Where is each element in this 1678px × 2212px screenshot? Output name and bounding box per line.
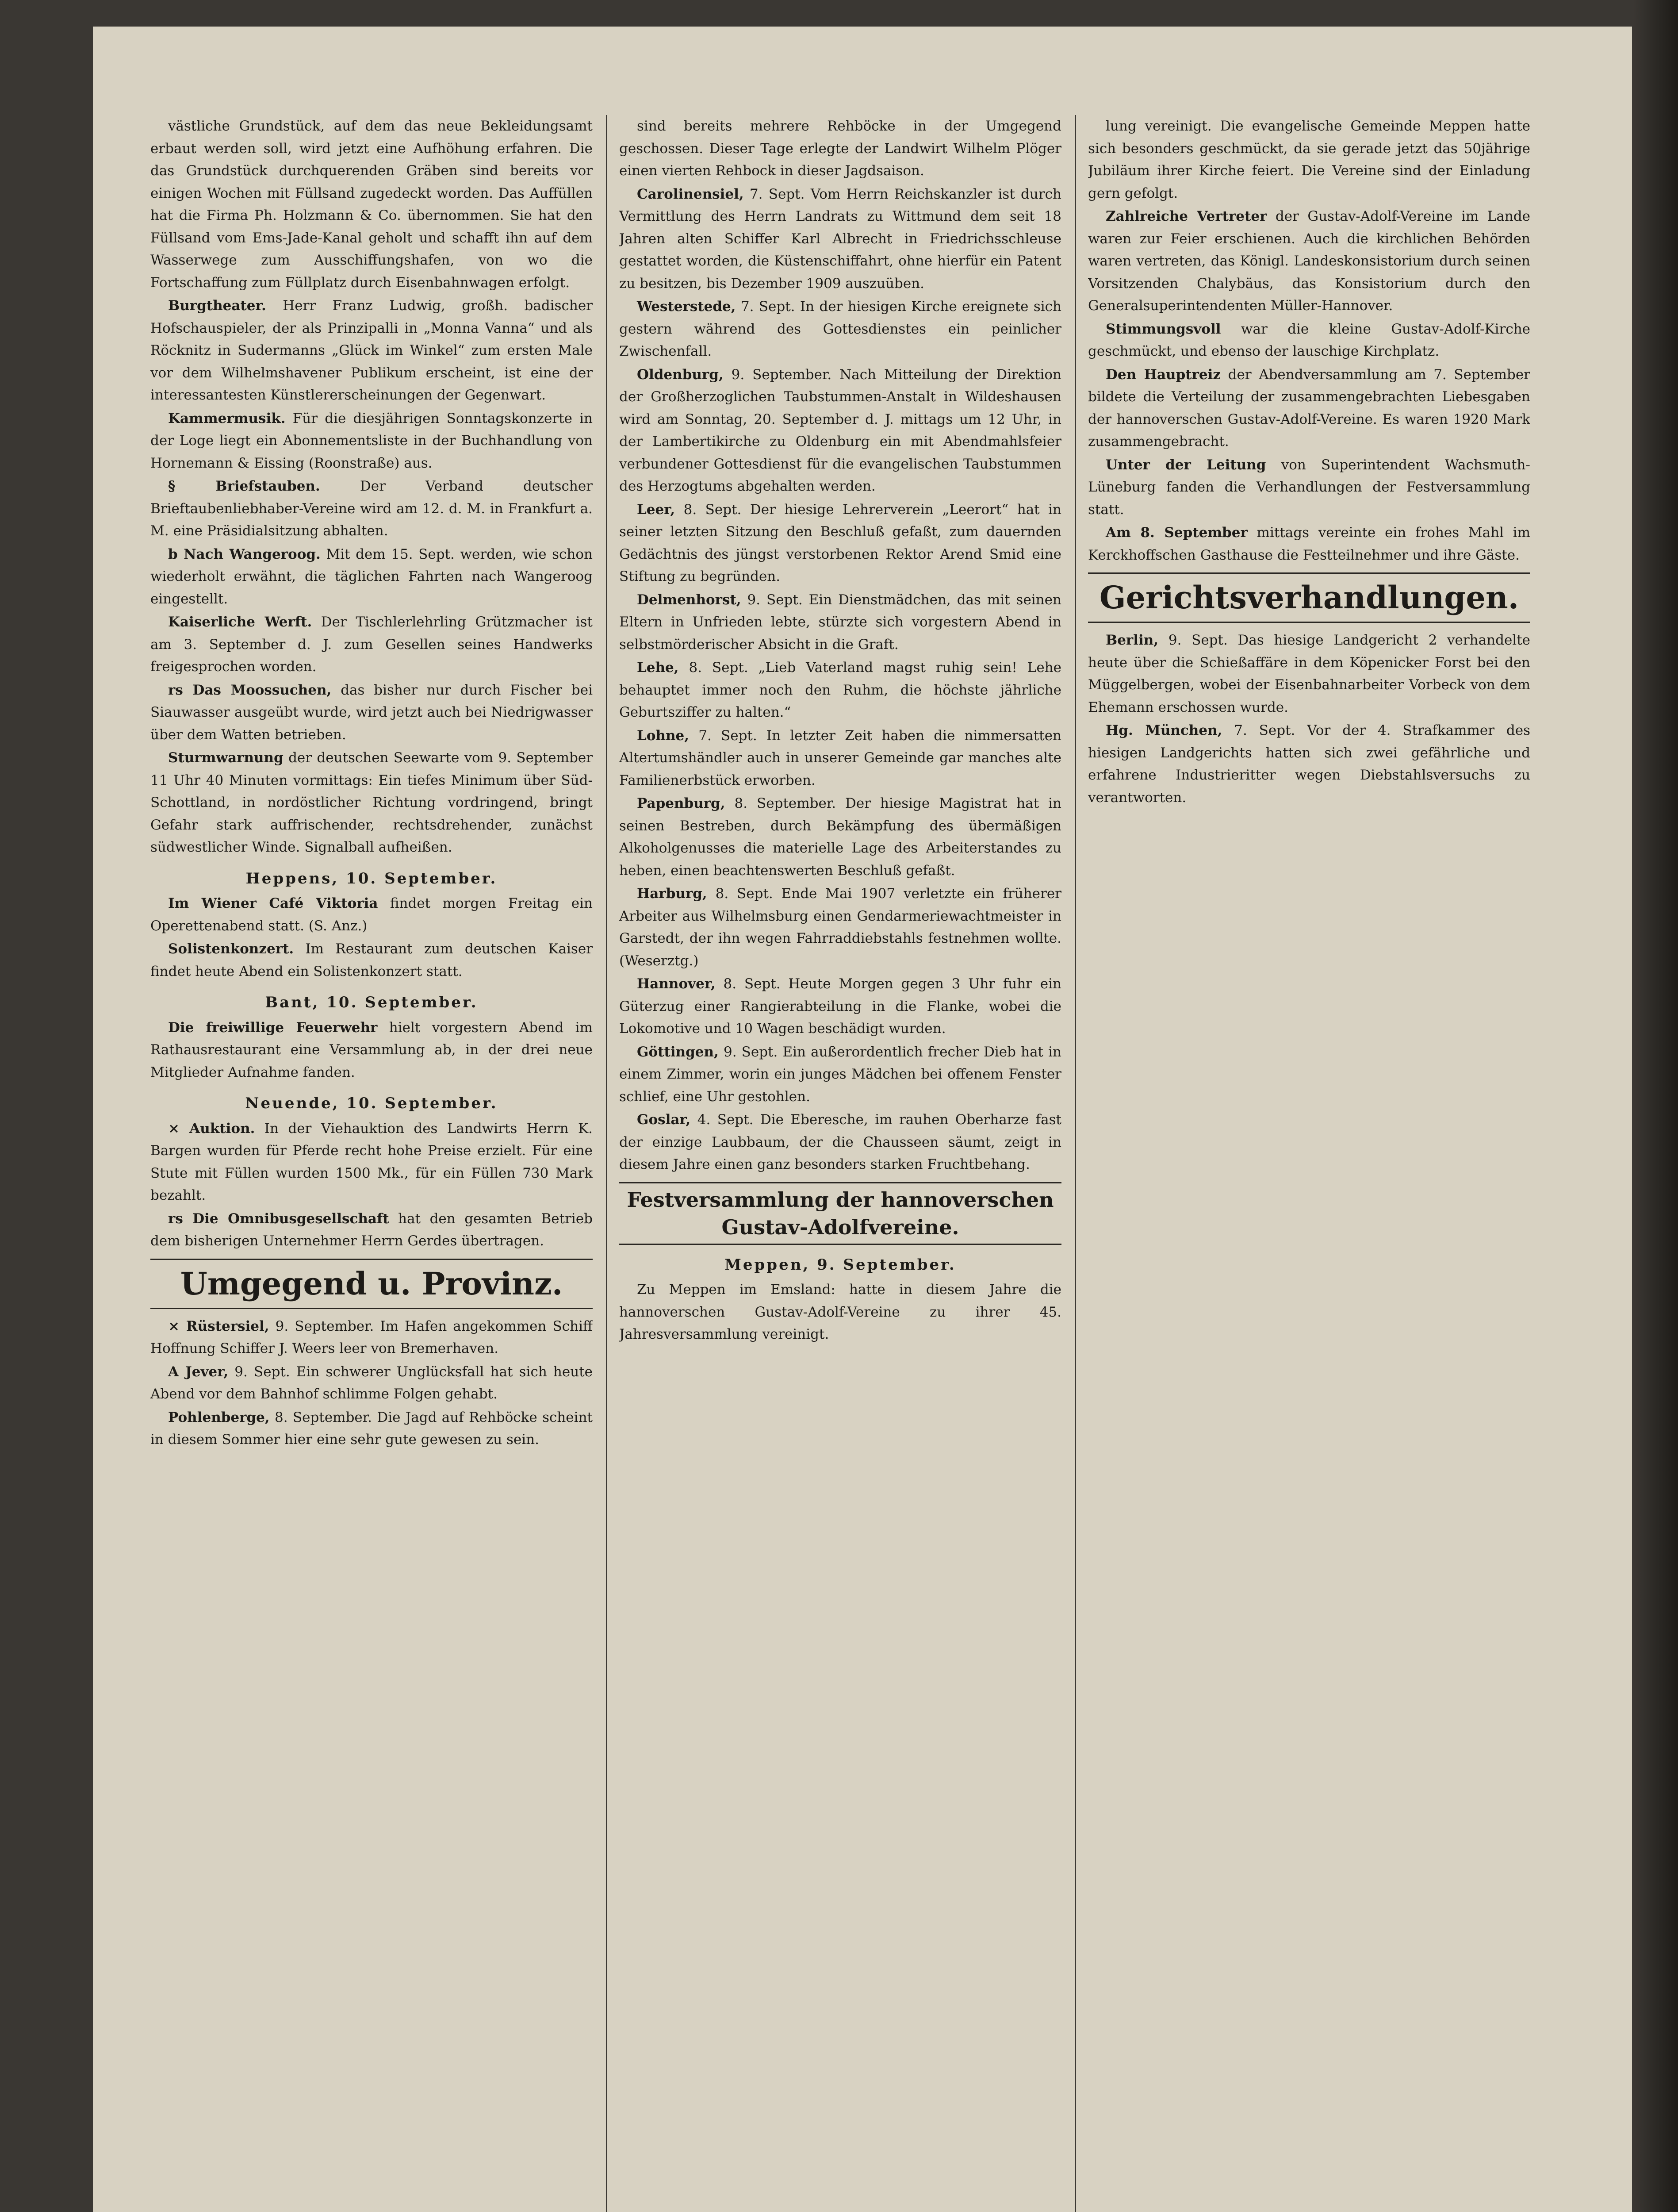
article-paragraph bbox=[150, 1315, 593, 1360]
article-title: Delmenhorst, bbox=[637, 591, 741, 608]
article-paragraph bbox=[150, 611, 593, 678]
article-text: Der Verband deutscher Brieftaubenliebhaber-Vereine wird am 12. d. M. in Frankfurt a. M. eine Präsidialsitzung abhalten. bbox=[150, 478, 593, 539]
dateline-bant: Bant, 10. September. bbox=[265, 994, 478, 1011]
article-paragraph bbox=[150, 892, 593, 937]
article-paragraph bbox=[619, 183, 1061, 295]
article-title: Hg. München, bbox=[1106, 722, 1222, 738]
article-paragraph bbox=[619, 792, 1061, 882]
article-text: von Superintendent Wachsmuth-Lüneburg fanden die Verhandlungen der Festversammlung statt. bbox=[1088, 457, 1530, 518]
article-text: der Abendversammlung am 7. September bildete die Verteilung der zusammengebrachten Liebesgaben der hannoverschen Gustav-Adolf-Vereine. Es waren 1920 Mark zusammengebracht. bbox=[1088, 366, 1530, 449]
article-text: 8. September. Die Jagd auf Rehböcke scheint in diesem Sommer hier eine sehr gute gewesen zu sein. bbox=[150, 1409, 593, 1448]
article-text: der Gustav-Adolf-Vereine im Lande waren zur Feier erschienen. Auch die kirchlichen Behörden waren vertreten, das Königl. Landeskonsistorium durch seinen Vorsitzenden Chalybäus, das Konsistorium durch den Generalsuperintendenten Müller-Hannover. bbox=[1088, 208, 1530, 314]
article-text: 9. September. Im Hafen angekommen Schiff Hoffnung Schiffer J. Weers leer von Bremerhaven. bbox=[150, 1318, 593, 1356]
dateline-meppen: Meppen, 9. September. bbox=[724, 1256, 956, 1274]
article-title: Unter der Leitung bbox=[1106, 457, 1266, 473]
article-title: × Auktion. bbox=[168, 1120, 255, 1137]
article-text: In der Viehauktion des Landwirts Herrn K. Bargen wurden für Pferde recht hohe Preise erzielt. Für eine Stute mit Füllen wurden 1500 Mk., für ein Füllen 730 Mark bezahlt. bbox=[150, 1120, 593, 1203]
article-text: findet morgen Freitag ein Operettenabend statt. (S. Anz.) bbox=[150, 895, 593, 934]
article-text: 8. Sept. „Lieb Vaterland magst ruhig sein! Lehe behauptet immer noch den Ruhm, die höchste jährliche Geburtsziffer zu halten.“ bbox=[619, 660, 1061, 720]
article-text: västliche Grundstück, auf dem das neue Bekleidungsamt erbaut werden soll, wird jetzt eine Aufhöhung erfahren. Die das Grundstück durchquerenden Gräben sind bereits vor einigen Wochen mit Füllsand zugedeckt worden. Das Auffüllen hat die Firma Ph. Holzmann & Co. übernommen. Sie hat den Füllsand vom Ems-Jade-Kanal geholt und schafft ihn auf dem Wasserwege zum Ausschiffungshafen, von wo die Fortschaffung zum Füllplatz durch Eisenbahnwagen erfolgt. bbox=[150, 118, 593, 291]
article-title: Im Wiener Café Viktoria bbox=[168, 895, 378, 911]
article-title: Carolinensiel, bbox=[637, 186, 744, 202]
article-paragraph bbox=[619, 115, 1061, 182]
article-title: Solistenkonzert. bbox=[168, 941, 294, 957]
article-paragraph bbox=[150, 543, 593, 611]
article-paragraph bbox=[150, 938, 593, 983]
article-paragraph bbox=[150, 1118, 593, 1207]
article-title: b Nach Wangeroog. bbox=[168, 546, 321, 562]
article-text: Für die diesjährigen Sonntagskonzerte in der Loge liegt ein Abonnementsliste in der Buchhandlung von Hornemann & Eissing (Roonstraße) aus. bbox=[150, 410, 593, 471]
article-text: Der Tischlerlehrling Grützmacher ist am 3. September d. J. zum Gesellen seines Handwerks freigesprochen worden. bbox=[150, 614, 593, 675]
article-paragraph bbox=[1088, 454, 1530, 521]
article-paragraph bbox=[1088, 205, 1530, 317]
article-paragraph bbox=[150, 407, 593, 475]
article-text: war die kleine Gustav-Adolf-Kirche geschmückt, und ebenso der lauschige Kirchplatz. bbox=[1088, 321, 1530, 359]
article-paragraph bbox=[619, 725, 1061, 792]
article-text: Im Restaurant zum deutschen Kaiser findet heute Abend ein Solistenkonzert statt. bbox=[150, 941, 593, 979]
column-3 bbox=[1088, 115, 1530, 2212]
article-text: 8. Sept. Heute Morgen gegen 3 Uhr fuhr ein Güterzug einer Rangierabteilung in die Flanke, wobei die Lokomotive und 10 Wagen beschädigt wurden. bbox=[619, 976, 1061, 1037]
article-paragraph bbox=[1088, 364, 1530, 453]
article-paragraph bbox=[150, 679, 593, 746]
article-paragraph bbox=[619, 973, 1061, 1040]
article-text: 7. Sept. In letzter Zeit haben die nimmersatten Altertumshändler auch in unserer Gemeinde gar manches alte Familienerbstück erworben. bbox=[619, 727, 1061, 788]
article-text: sind bereits mehrere Rehböcke in der Umgegend geschossen. Dieser Tage erlegte der Landwirt Wilhelm Plöger einen vierten Rehbock in dieser Jagdsaison. bbox=[619, 118, 1061, 179]
article-title: rs Das Moossuchen, bbox=[168, 682, 332, 698]
article-paragraph bbox=[619, 1109, 1061, 1176]
article-text: hat den gesamten Betrieb dem bisherigen Unternehmer Herrn Gerdes übertragen. bbox=[150, 1210, 593, 1249]
article-title: § Briefstauben. bbox=[168, 478, 320, 494]
article-paragraph bbox=[150, 115, 593, 294]
article-title: Pohlenberge, bbox=[168, 1409, 270, 1425]
dateline-heppens: Heppens, 10. September. bbox=[245, 869, 498, 887]
dateline-neuende: Neuende, 10. September. bbox=[245, 1094, 498, 1112]
article-title: Papenburg, bbox=[637, 795, 725, 811]
section-heading-umgegend: Umgegend u. Provinz. bbox=[150, 1259, 593, 1309]
article-paragraph bbox=[1088, 629, 1530, 718]
article-text: lung vereinigt. Die evangelische Gemeinde Meppen hatte sich besonders geschmückt, da sie gerade jetzt das 50jährige Jubiläum ihrer Kirche feiert. Die Vereine sind der Einladung gern gefolgt. bbox=[1088, 118, 1530, 201]
article-text: 7. Sept. Vom Herrn Reichskanzler ist durch Vermittlung des Herrn Landrats zu Wittmund dem seit 18 Jahren alten Schiffer Karl Albrecht in Friedrichsschleuse gestattet worden, die Küstenschiffahrt, ohne hierfür ein Patent zu besitzen, bis Dezember 1909 auszuüben. bbox=[619, 186, 1061, 292]
article-text: der deutschen Seewarte vom 9. September 11 Uhr 40 Minuten vormittags: Ein tiefes Minimum über Süd-Schottland, in nordöstlicher Richtung vordringend, bringt Gefahr stark auffrischender, rechtsdrehender, zunächst südwestlicher Winde. Signalball aufheißen. bbox=[150, 750, 593, 855]
article-text: 9. Sept. Ein Dienstmädchen, das mit seinen Eltern in Unfrieden lebte, stürzte sich vorgestern Abend in selbstmörderischer Absicht in die Graft. bbox=[619, 591, 1061, 653]
article-title: Lehe, bbox=[637, 660, 679, 676]
article-title: Kaiserliche Werft. bbox=[168, 614, 312, 630]
article-title: Am 8. September bbox=[1106, 525, 1248, 541]
article-text: 4. Sept. Die Eberesche, im rauhen Oberharze fast der einzige Laubbaum, der die Chausseen säumt, zeigt in diesem Jahre einen ganz besonders starken Fruchtbehang. bbox=[619, 1112, 1061, 1172]
article-text: Mit dem 15. Sept. werden, wie schon wiederholt erwähnt, die täglichen Fahrten nach Wangeroog eingestellt. bbox=[150, 546, 593, 607]
article-paragraph bbox=[1088, 522, 1530, 566]
article-text: 7. Sept. Vor der 4. Strafkammer des hiesigen Landgerichts hatten sich zwei gefährliche und erfahrene Industrieritter wegen Diebstahlsversuchs zu verantworten. bbox=[1088, 722, 1530, 806]
article-title: Den Hauptreiz bbox=[1106, 366, 1221, 383]
article-paragraph bbox=[150, 1208, 593, 1252]
article-paragraph bbox=[150, 295, 593, 407]
fest-paragraph: Zu Meppen im Emsland: hatte in diesem Jahre die hannoverschen Gustav-Adolf-Vereine zu ihrer 45. Jahresversammlung vereinigt. bbox=[619, 1282, 1061, 1342]
article-text: hielt vorgestern Abend im Rathausrestaurant eine Versammlung ab, in der drei neue Mitglieder Aufnahme fanden. bbox=[150, 1019, 593, 1080]
article-text: 8. September. Der hiesige Magistrat hat in seinen Bestreben, durch Bekämpfung des übermäßigen Alkoholgenusses die materielle Lage des Arbeiterstandes zu heben, einen beachtenswerten Beschluß gefaßt. bbox=[619, 795, 1061, 879]
article-title: Leer, bbox=[637, 501, 675, 518]
article-paragraph bbox=[619, 1041, 1061, 1108]
article-title: Goslar, bbox=[637, 1112, 691, 1128]
article-title: Kammermusik. bbox=[168, 410, 286, 426]
article-paragraph bbox=[619, 883, 1061, 972]
article-paragraph bbox=[150, 475, 593, 542]
article-title: A Jever, bbox=[168, 1363, 229, 1380]
section-heading-gericht: Gerichtsverhandlungen. bbox=[1088, 572, 1530, 623]
article-text: das bisher nur durch Fischer bei Siauwasser ausgeübt wurde, wird jetzt auch bei Niedrigwasser über dem Watten betrieben. bbox=[150, 682, 593, 743]
article-paragraph bbox=[1088, 115, 1530, 204]
column-divider bbox=[606, 115, 607, 2212]
article-paragraph bbox=[150, 1406, 593, 1451]
article-paragraph bbox=[619, 589, 1061, 656]
article-paragraph bbox=[150, 747, 593, 859]
article-text: mittags vereinte ein frohes Mahl im Kerckhoffschen Gasthause die Festteilnehmer und ihre Gäste. bbox=[1088, 525, 1530, 563]
article-text: 7. Sept. In der hiesigen Kirche ereignete sich gestern während des Gottesdienstes ein peinlicher Zwischenfall. bbox=[619, 299, 1061, 359]
article-title: Hannover, bbox=[637, 976, 716, 992]
article-title: Westerstede, bbox=[637, 299, 736, 315]
article-text: 9. Sept. Ein außerordentlich frecher Dieb hat in einem Zimmer, worin ein junges Mädchen bei offenem Fenster schlief, eine Uhr gestohlen. bbox=[619, 1044, 1061, 1105]
article-paragraph bbox=[150, 1017, 593, 1084]
article-text: 9. Sept. Das hiesige Landgericht 2 verhandelte heute über die Schießaffäre in dem Köpenicker Forst bei den Müggelbergen, wobei der Eisenbahnarbeiter Vorbeck von dem Ehemann erschossen wurde. bbox=[1088, 632, 1530, 715]
article-title: rs Die Omnibusgesellschaft bbox=[168, 1210, 389, 1227]
article-paragraph bbox=[619, 296, 1061, 363]
article-paragraph bbox=[619, 499, 1061, 588]
column-divider bbox=[1075, 115, 1076, 2212]
article-title: Die freiwillige Feuerwehr bbox=[168, 1019, 378, 1036]
section-heading-festversammlung: Festversammlung der hannoverschen Gustav-Adolfvereine. bbox=[619, 1182, 1061, 1245]
article-title: × Rüstersiel, bbox=[168, 1318, 269, 1334]
article-title: Sturmwarnung bbox=[168, 750, 283, 766]
article-paragraph bbox=[619, 657, 1061, 724]
article-text: 8. Sept. Ende Mai 1907 verletzte ein früherer Arbeiter aus Wilhelmsburg einen Gendarmeriewachtmeister in Garstedt, der ihn wegen Fahrraddiebstahls festnehmen wollte. (Weserztg.) bbox=[619, 886, 1061, 969]
article-title: Göttingen, bbox=[637, 1044, 719, 1060]
article-text: 9. Sept. Ein schwerer Unglücksfall hat sich heute Abend vor dem Bahnhof schlimme Folgen gehabt. bbox=[150, 1363, 593, 1402]
article-title: Zahlreiche Vertreter bbox=[1106, 208, 1267, 224]
article-paragraph bbox=[1088, 318, 1530, 363]
article-text: 8. Sept. Der hiesige Lehrerverein „Leerort“ hat in seiner letzten Sitzung den Beschluß gefaßt, zum dauernden Gedächtnis des jüngst verstorbenen Rektor Arend Smid eine Stiftung zu begründen. bbox=[619, 501, 1061, 584]
column-1 bbox=[150, 115, 593, 2212]
article-title: Oldenburg, bbox=[637, 366, 724, 383]
article-text: 9. September. Nach Mitteilung der Direktion der Großherzoglichen Taubstummen-Anstalt in Wildeshausen wird am Sonntag, 20. September d. J. mittags um 12 Uhr, in der Lambertikirche zu Oldenburg ein mit Abendmahlsfeier verbundener Gottesdienst für die evangelischen Taubstummen des Herzogtums abgehalten werden. bbox=[619, 366, 1061, 494]
article-title: Lohne, bbox=[637, 727, 690, 744]
article-text: Herr Franz Ludwig, großh. badischer Hofschauspieler, der als Prinzipalli in „Monna Vanna“ und als Röcknitz in Sudermanns „Glück im Winkel“ zum ersten Male vor dem Wilhelmshavener Publikum erscheint, ist eine der interessantesten Künstlererscheinungen der Gegenwart. bbox=[150, 298, 593, 403]
page-edge bbox=[1634, 0, 1678, 2212]
article-paragraph bbox=[1088, 719, 1530, 809]
article-paragraph bbox=[619, 364, 1061, 498]
article-title: Berlin, bbox=[1106, 632, 1159, 648]
newspaper-page bbox=[93, 27, 1632, 2212]
article-title: Stimmungsvoll bbox=[1106, 321, 1221, 337]
column-2 bbox=[619, 115, 1061, 2212]
article-title: Burgtheater. bbox=[168, 298, 266, 314]
article-paragraph bbox=[150, 1361, 593, 1406]
article-title: Harburg, bbox=[637, 886, 707, 902]
